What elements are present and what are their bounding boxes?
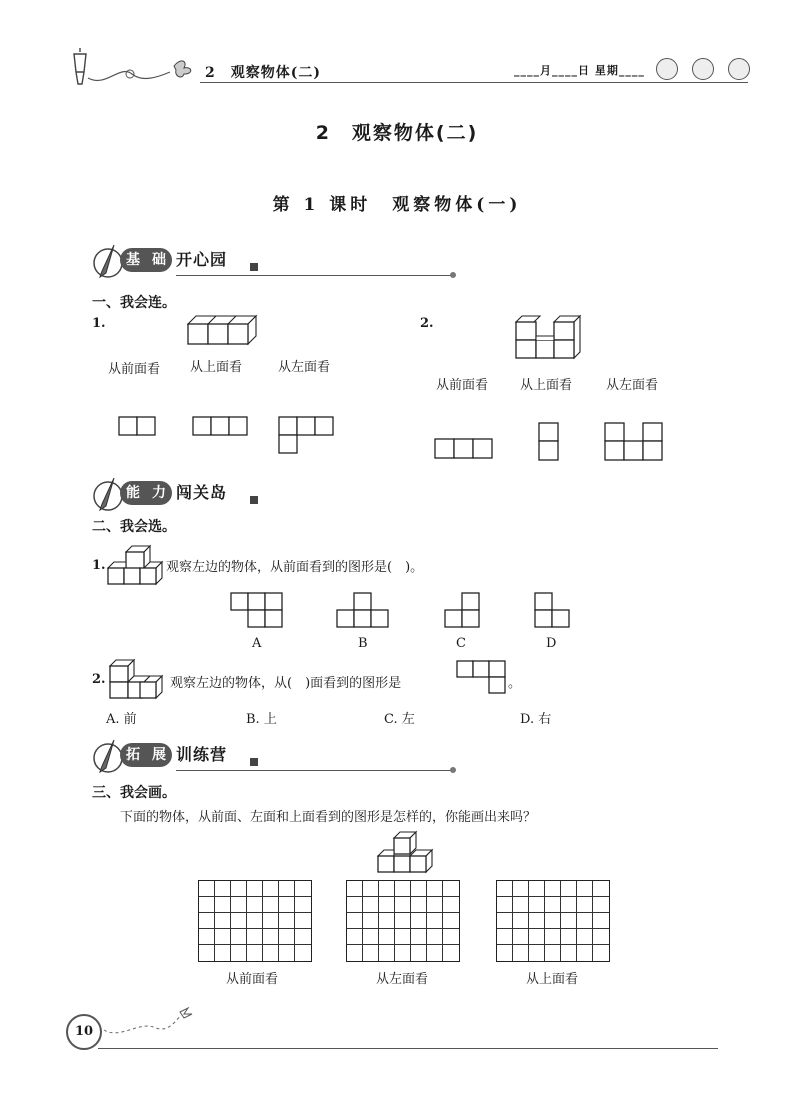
part1-q2-label-front: 从前面看	[436, 378, 489, 393]
part1-q1-view-a[interactable]	[118, 416, 158, 438]
banner-badge	[120, 248, 172, 272]
part2-q2-text: 观察左边的物体，从( )面看到的图形是	[170, 676, 402, 691]
banner-square	[250, 496, 258, 504]
section-banner-extension	[92, 740, 462, 770]
part2-q2-option-c[interactable]: C. 左	[384, 712, 415, 727]
grid-label-top: 从上面看	[526, 972, 579, 987]
part3-cube-figure	[374, 830, 436, 874]
part2-q1-cube-figure	[104, 544, 166, 586]
part1-q2-view-b[interactable]	[538, 422, 560, 462]
smile-face-icon	[656, 58, 678, 80]
banner-char: 力	[152, 485, 166, 501]
grid-label-front: 从前面看	[226, 972, 279, 987]
banner-char: 展	[152, 747, 166, 763]
lamp-decoration-icon	[66, 44, 206, 90]
part1-q1-label-left: 从左面看	[278, 360, 331, 375]
header-title: 2 观察物体(二)	[205, 65, 321, 81]
part2-q1-number: 1.	[92, 558, 106, 573]
header-divider	[200, 82, 748, 83]
part3-heading: 三、我会画。	[92, 785, 176, 801]
part2-q2-option-a[interactable]: A. 前	[106, 712, 137, 727]
header-date-label: ____月____日 星期____	[514, 64, 645, 77]
chapter-title: 2 观察物体(二)	[315, 122, 479, 144]
option-d-figure[interactable]	[534, 592, 572, 628]
part2-q2-tail: 。	[508, 676, 522, 691]
drawing-grid-top[interactable]	[496, 880, 610, 962]
sad-face-icon	[728, 58, 750, 80]
part1-q2-label-top: 从上面看	[520, 378, 573, 393]
option-a-figure[interactable]	[230, 592, 284, 628]
section-banner-basic	[92, 245, 462, 275]
part1-q2-view-c[interactable]	[604, 422, 664, 462]
banner-line	[176, 275, 452, 276]
banner-dot	[450, 272, 456, 278]
neutral-face-icon	[692, 58, 714, 80]
part1-q1-number: 1.	[92, 316, 106, 331]
footer-bird-decoration-icon	[100, 1000, 200, 1040]
banner-name: 闯关岛	[176, 483, 228, 502]
part1-q1-view-b[interactable]	[192, 416, 250, 438]
option-a-label: A	[252, 636, 262, 651]
option-c-figure[interactable]	[444, 592, 482, 628]
part1-q2-cube-figure	[514, 312, 584, 362]
part1-q1-view-c[interactable]	[278, 416, 336, 456]
part1-q2-view-a[interactable]	[434, 438, 494, 460]
banner-char: 础	[152, 252, 166, 268]
banner-dot	[450, 767, 456, 773]
part1-q2-number: 2.	[420, 316, 434, 331]
part1-q1-label-front: 从前面看	[108, 362, 161, 377]
page-number: 10	[66, 1014, 102, 1050]
drawing-grid-front[interactable]	[198, 880, 312, 962]
part2-q2-cube-figure	[104, 658, 166, 700]
option-b-label: B	[358, 636, 368, 651]
option-b-figure[interactable]	[336, 592, 390, 628]
banner-square	[250, 263, 258, 271]
banner-name: 开心园	[176, 250, 228, 269]
banner-char: 基	[126, 252, 140, 268]
banner-square	[250, 758, 258, 766]
footer-divider	[98, 1048, 718, 1049]
banner-badge	[120, 481, 172, 505]
banner-char: 拓	[126, 747, 140, 763]
part2-q2-view-figure	[456, 660, 508, 696]
part3-text: 下面的物体，从前面、左面和上面看到的图形是怎样的，你能画出来吗？	[120, 810, 537, 825]
drawing-grid-left[interactable]	[346, 880, 460, 962]
part1-q1-label-top: 从上面看	[190, 360, 243, 375]
part2-q2-number: 2.	[92, 672, 106, 687]
part2-q2-option-b[interactable]: B. 上	[246, 712, 277, 727]
part1-q1-cube-figure	[184, 312, 260, 346]
banner-line	[176, 770, 452, 771]
part2-q2-option-d[interactable]: D. 右	[520, 712, 552, 727]
part2-q1-text: 观察左边的物体，从前面看到的图形是( )。	[166, 560, 424, 575]
banner-name: 训练营	[176, 745, 228, 764]
lesson-title: 第 1 课时 观察物体(一)	[272, 195, 522, 215]
option-c-label: C	[456, 636, 466, 651]
part1-q2-label-left: 从左面看	[606, 378, 659, 393]
banner-badge	[120, 743, 172, 767]
section-banner-ability	[92, 478, 462, 508]
banner-char: 能	[126, 485, 140, 501]
option-d-label: D	[546, 636, 557, 651]
grid-label-left: 从左面看	[376, 972, 429, 987]
part2-heading: 二、我会选。	[92, 519, 176, 535]
part1-heading: 一、我会连。	[92, 295, 176, 311]
